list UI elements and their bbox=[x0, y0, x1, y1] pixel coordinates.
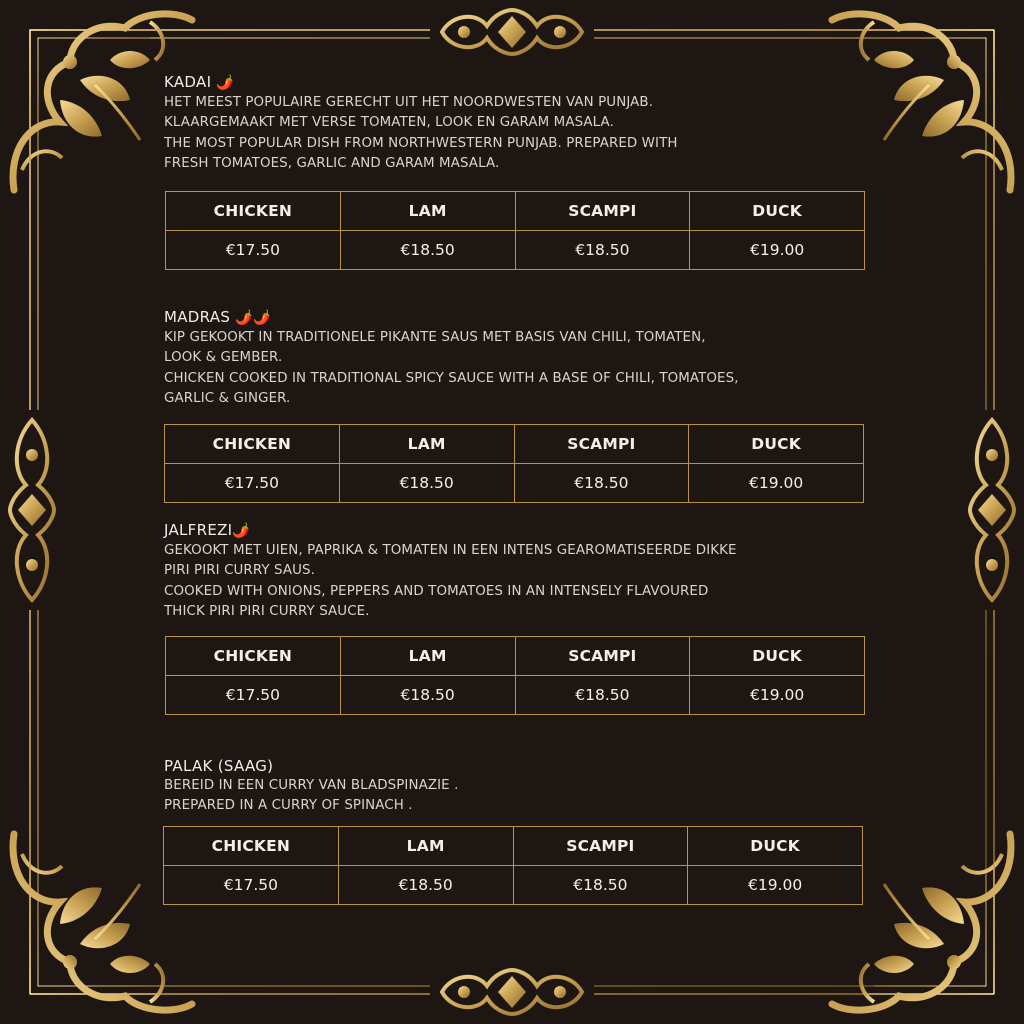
price-scampi: €18.50 bbox=[515, 676, 690, 715]
price-lam: €18.50 bbox=[339, 464, 514, 503]
header-lam: LAM bbox=[339, 425, 514, 464]
price-duck: €19.00 bbox=[690, 231, 865, 270]
chili-icon: 🌶️ bbox=[232, 523, 251, 539]
header-lam: LAM bbox=[340, 192, 515, 231]
price-scampi: €18.50 bbox=[513, 866, 688, 905]
price-chicken: €17.50 bbox=[164, 866, 339, 905]
header-scampi: SCAMPI bbox=[513, 827, 688, 866]
dish-description-line: THE MOST POPULAR DISH FROM NORTHWESTERN PUNJAB. PREPARED WITH bbox=[164, 135, 678, 151]
price-table-palak bbox=[163, 826, 863, 905]
header-lam: LAM bbox=[338, 827, 513, 866]
header-scampi: SCAMPI bbox=[515, 192, 690, 231]
dish-description-line: GARLIC & GINGER. bbox=[164, 390, 291, 406]
dish-description-line: BEREID IN EEN CURRY VAN BLADSPINAZIE . bbox=[164, 778, 459, 793]
price-table-kadai bbox=[165, 191, 865, 270]
menu-section-jalfrezi bbox=[164, 520, 904, 622]
table-header-row bbox=[166, 637, 865, 676]
price-duck: €19.00 bbox=[688, 866, 863, 905]
dish-description-line: PIRI PIRI CURRY SAUS. bbox=[164, 563, 315, 579]
chili-icon: 🌶️🌶️ bbox=[235, 310, 271, 326]
header-duck: DUCK bbox=[689, 425, 864, 464]
header-duck: DUCK bbox=[688, 827, 863, 866]
dish-name: PALAK (SAAG) bbox=[164, 757, 274, 775]
header-chicken: CHICKEN bbox=[166, 192, 341, 231]
dish-name: KADAI bbox=[164, 73, 212, 91]
header-chicken: CHICKEN bbox=[166, 637, 341, 676]
header-lam: LAM bbox=[340, 637, 515, 676]
table-header-row bbox=[165, 425, 864, 464]
dish-title bbox=[164, 520, 904, 541]
price-chicken: €17.50 bbox=[166, 676, 341, 715]
header-scampi: SCAMPI bbox=[515, 637, 690, 676]
price-chicken: €17.50 bbox=[166, 231, 341, 270]
table-price-row bbox=[164, 866, 863, 905]
table-price-row bbox=[166, 231, 865, 270]
header-chicken: CHICKEN bbox=[164, 827, 339, 866]
dish-description-line: COOKED WITH ONIONS, PEPPERS AND TOMATOES IN AN INTENSELY FLAVOURED bbox=[164, 583, 709, 599]
dish-name: MADRAS bbox=[164, 308, 231, 326]
price-scampi: €18.50 bbox=[515, 231, 690, 270]
table-header-row bbox=[164, 827, 863, 866]
dish-description-line: LOOK & GEMBER. bbox=[164, 350, 283, 366]
dish-description-line: KLAARGEMAAKT MET VERSE TOMATEN, LOOK EN GARAM MASALA. bbox=[164, 115, 614, 131]
dish-name: JALFREZI bbox=[164, 521, 233, 539]
dish-description-line: HET MEEST POPULAIRE GERECHT UIT HET NOORDWESTEN VAN PUNJAB. bbox=[164, 95, 654, 110]
price-lam: €18.50 bbox=[340, 676, 515, 715]
price-table-madras bbox=[164, 424, 864, 503]
price-table-jalfrezi bbox=[165, 636, 865, 715]
dish-title bbox=[164, 72, 904, 93]
dish-description-line: KIP GEKOOKT IN TRADITIONELE PIKANTE SAUS MET BASIS VAN CHILI, TOMATEN, bbox=[164, 330, 706, 345]
table-price-row bbox=[166, 676, 865, 715]
dish-description-line: THICK PIRI PIRI CURRY SAUCE. bbox=[164, 603, 370, 619]
menu-section-madras bbox=[164, 307, 904, 409]
header-duck: DUCK bbox=[690, 637, 865, 676]
price-lam: €18.50 bbox=[340, 231, 515, 270]
dish-description-line: PREPARED IN A CURRY OF SPINACH . bbox=[164, 798, 413, 814]
header-scampi: SCAMPI bbox=[514, 425, 689, 464]
price-lam: €18.50 bbox=[338, 866, 513, 905]
dish-title bbox=[164, 307, 904, 328]
table-header-row bbox=[166, 192, 865, 231]
price-scampi: €18.50 bbox=[514, 464, 689, 503]
dish-description-line: CHICKEN COOKED IN TRADITIONAL SPICY SAUCE WITH A BASE OF CHILI, TOMATOES, bbox=[164, 370, 739, 386]
price-duck: €19.00 bbox=[690, 676, 865, 715]
dish-description-line: GEKOOKT MET UIEN, PAPRIKA & TOMATEN IN EEN INTENS GEAROMATISEERDE DIKKE bbox=[164, 543, 737, 558]
price-chicken: €17.50 bbox=[165, 464, 340, 503]
price-duck: €19.00 bbox=[689, 464, 864, 503]
menu-section-kadai bbox=[164, 72, 904, 174]
header-chicken: CHICKEN bbox=[165, 425, 340, 464]
menu-section-palak bbox=[164, 756, 904, 817]
dish-description-line: FRESH TOMATOES, GARLIC AND GARAM MASALA. bbox=[164, 155, 500, 171]
table-price-row bbox=[165, 464, 864, 503]
chili-icon: 🌶️ bbox=[216, 75, 235, 91]
header-duck: DUCK bbox=[690, 192, 865, 231]
dish-title bbox=[164, 756, 904, 776]
